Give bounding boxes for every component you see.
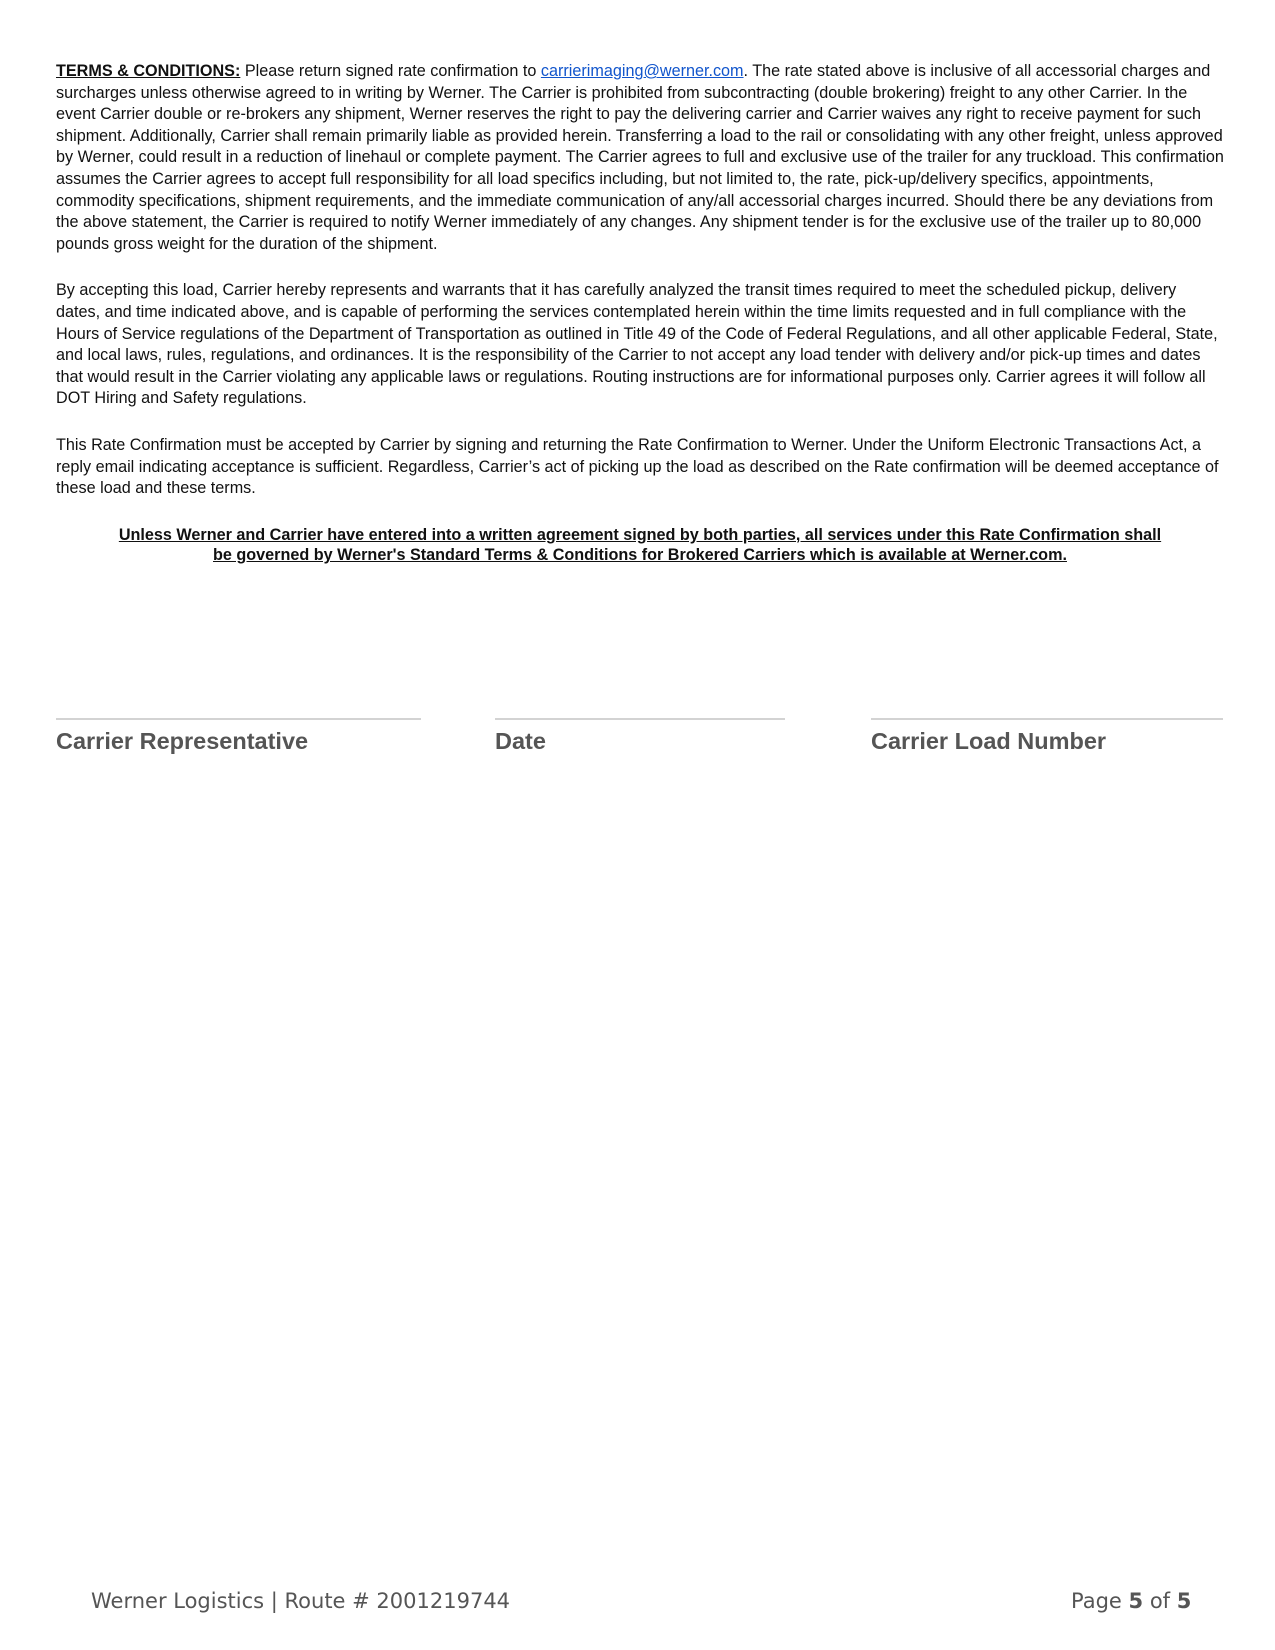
- terms-intro-text: Please return signed rate confirmation to: [240, 62, 541, 80]
- footer-route-info: Werner Logistics | Route # 2001219744: [91, 1589, 511, 1613]
- terms-content: [56, 61, 1224, 566]
- standard-terms-notice: [56, 525, 1224, 566]
- date-signature: [495, 718, 785, 756]
- acceptance-paragraph: By accepting this load, Carrier hereby represents and warrants that it has carefully analyzed the transit times required to meet the scheduled pickup, delivery dates, and time indicated above, and is capable of performing the services contemplated herein within the time limits requested and in full compliance with the Hours of Service regulations of the Department of Transportation as outlined in Title 49 of the Code of Federal Regulations, and all other applicable Federal, State, and local laws, rules, regulations, and ordinances. It is the responsibility of the Carrier to not accept any load tender with delivery and/or pick-up times and dates that would result in the Carrier violating any applicable laws or regulations. Routing instructions are for informational purposes only. Carrier agrees it will follow all DOT Hiring and Safety regulations.: [56, 281, 1218, 408]
- of-word: of: [1143, 1589, 1177, 1613]
- notice-line-1: Unless Werner and Carrier have entered into a written agreement signed by both parties, all services under this Rate Confirmation shall: [118, 525, 1162, 544]
- footer-page-number: [1071, 1587, 1191, 1615]
- carrier-representative-label: Carrier Representative: [56, 728, 309, 754]
- page-word: Page: [1071, 1589, 1129, 1613]
- rate-confirmation-paragraph: This Rate Confirmation must be accepted by Carrier by signing and returning the Rate Confirmation to Werner. Under the Uniform Electronic Transactions Act, a reply email indicating acceptance is sufficient. Regardless, Carrier’s act of picking up the load as described on the Rate confirmation will be deemed acceptance of these load and these terms.: [56, 435, 1219, 498]
- date-line: [495, 718, 785, 720]
- signature-line: [56, 718, 421, 720]
- current-page: 5: [1128, 1589, 1144, 1613]
- notice-line-2: be governed by Werner's Standard Terms & Conditions for Brokered Carriers which is available at Werner.com.: [213, 546, 1067, 565]
- carrier-load-number-label: Carrier Load Number: [871, 728, 1107, 754]
- total-pages: 5: [1176, 1589, 1192, 1613]
- terms-heading: TERMS & CONDITIONS:: [56, 62, 241, 80]
- terms-body-text: . The rate stated above is inclusive of all accessorial charges and surcharges unless otherwise agreed to in writing by Werner. The Carrier is prohibited from subcontracting (double brokering) freight to any other Carrier. In the event Carrier double or re-brokers any shipment, Werner reserves the right to pay the delivering carrier and Carrier waives any right to receive payment for such shipment. Additionally, Carrier shall remain primarily liable as provided herein. Transferring a load to the rail or consolidating with any other freight, unless approved by Werner, could result in a reduction of linehaul or complete payment. The Carrier agrees to full and exclusive use of the trailer for any truckload. This confirmation assumes the Carrier agrees to accept full responsibility for all load specifics including, but not limited to, the rate, pick-up/delivery specifics, appointments, commodity specifications, shipment requirements, and the immediate communication of any/all accessorial charges incurred. Should there be any deviations from the above statement, the Carrier is required to notify Werner immediately of any changes. Any shipment tender is for the exclusive use of the trailer up to 80,000 pounds gross weight for the duration of the shipment.: [56, 62, 1224, 253]
- load-number-line: [871, 718, 1223, 720]
- date-label: Date: [495, 728, 546, 754]
- carrier-load-number-signature: [871, 718, 1223, 756]
- carrier-representative-signature: [56, 718, 421, 756]
- terms-paragraph: [56, 61, 1224, 255]
- carrier-imaging-email-link[interactable]: carrierimaging@werner.com: [540, 62, 744, 80]
